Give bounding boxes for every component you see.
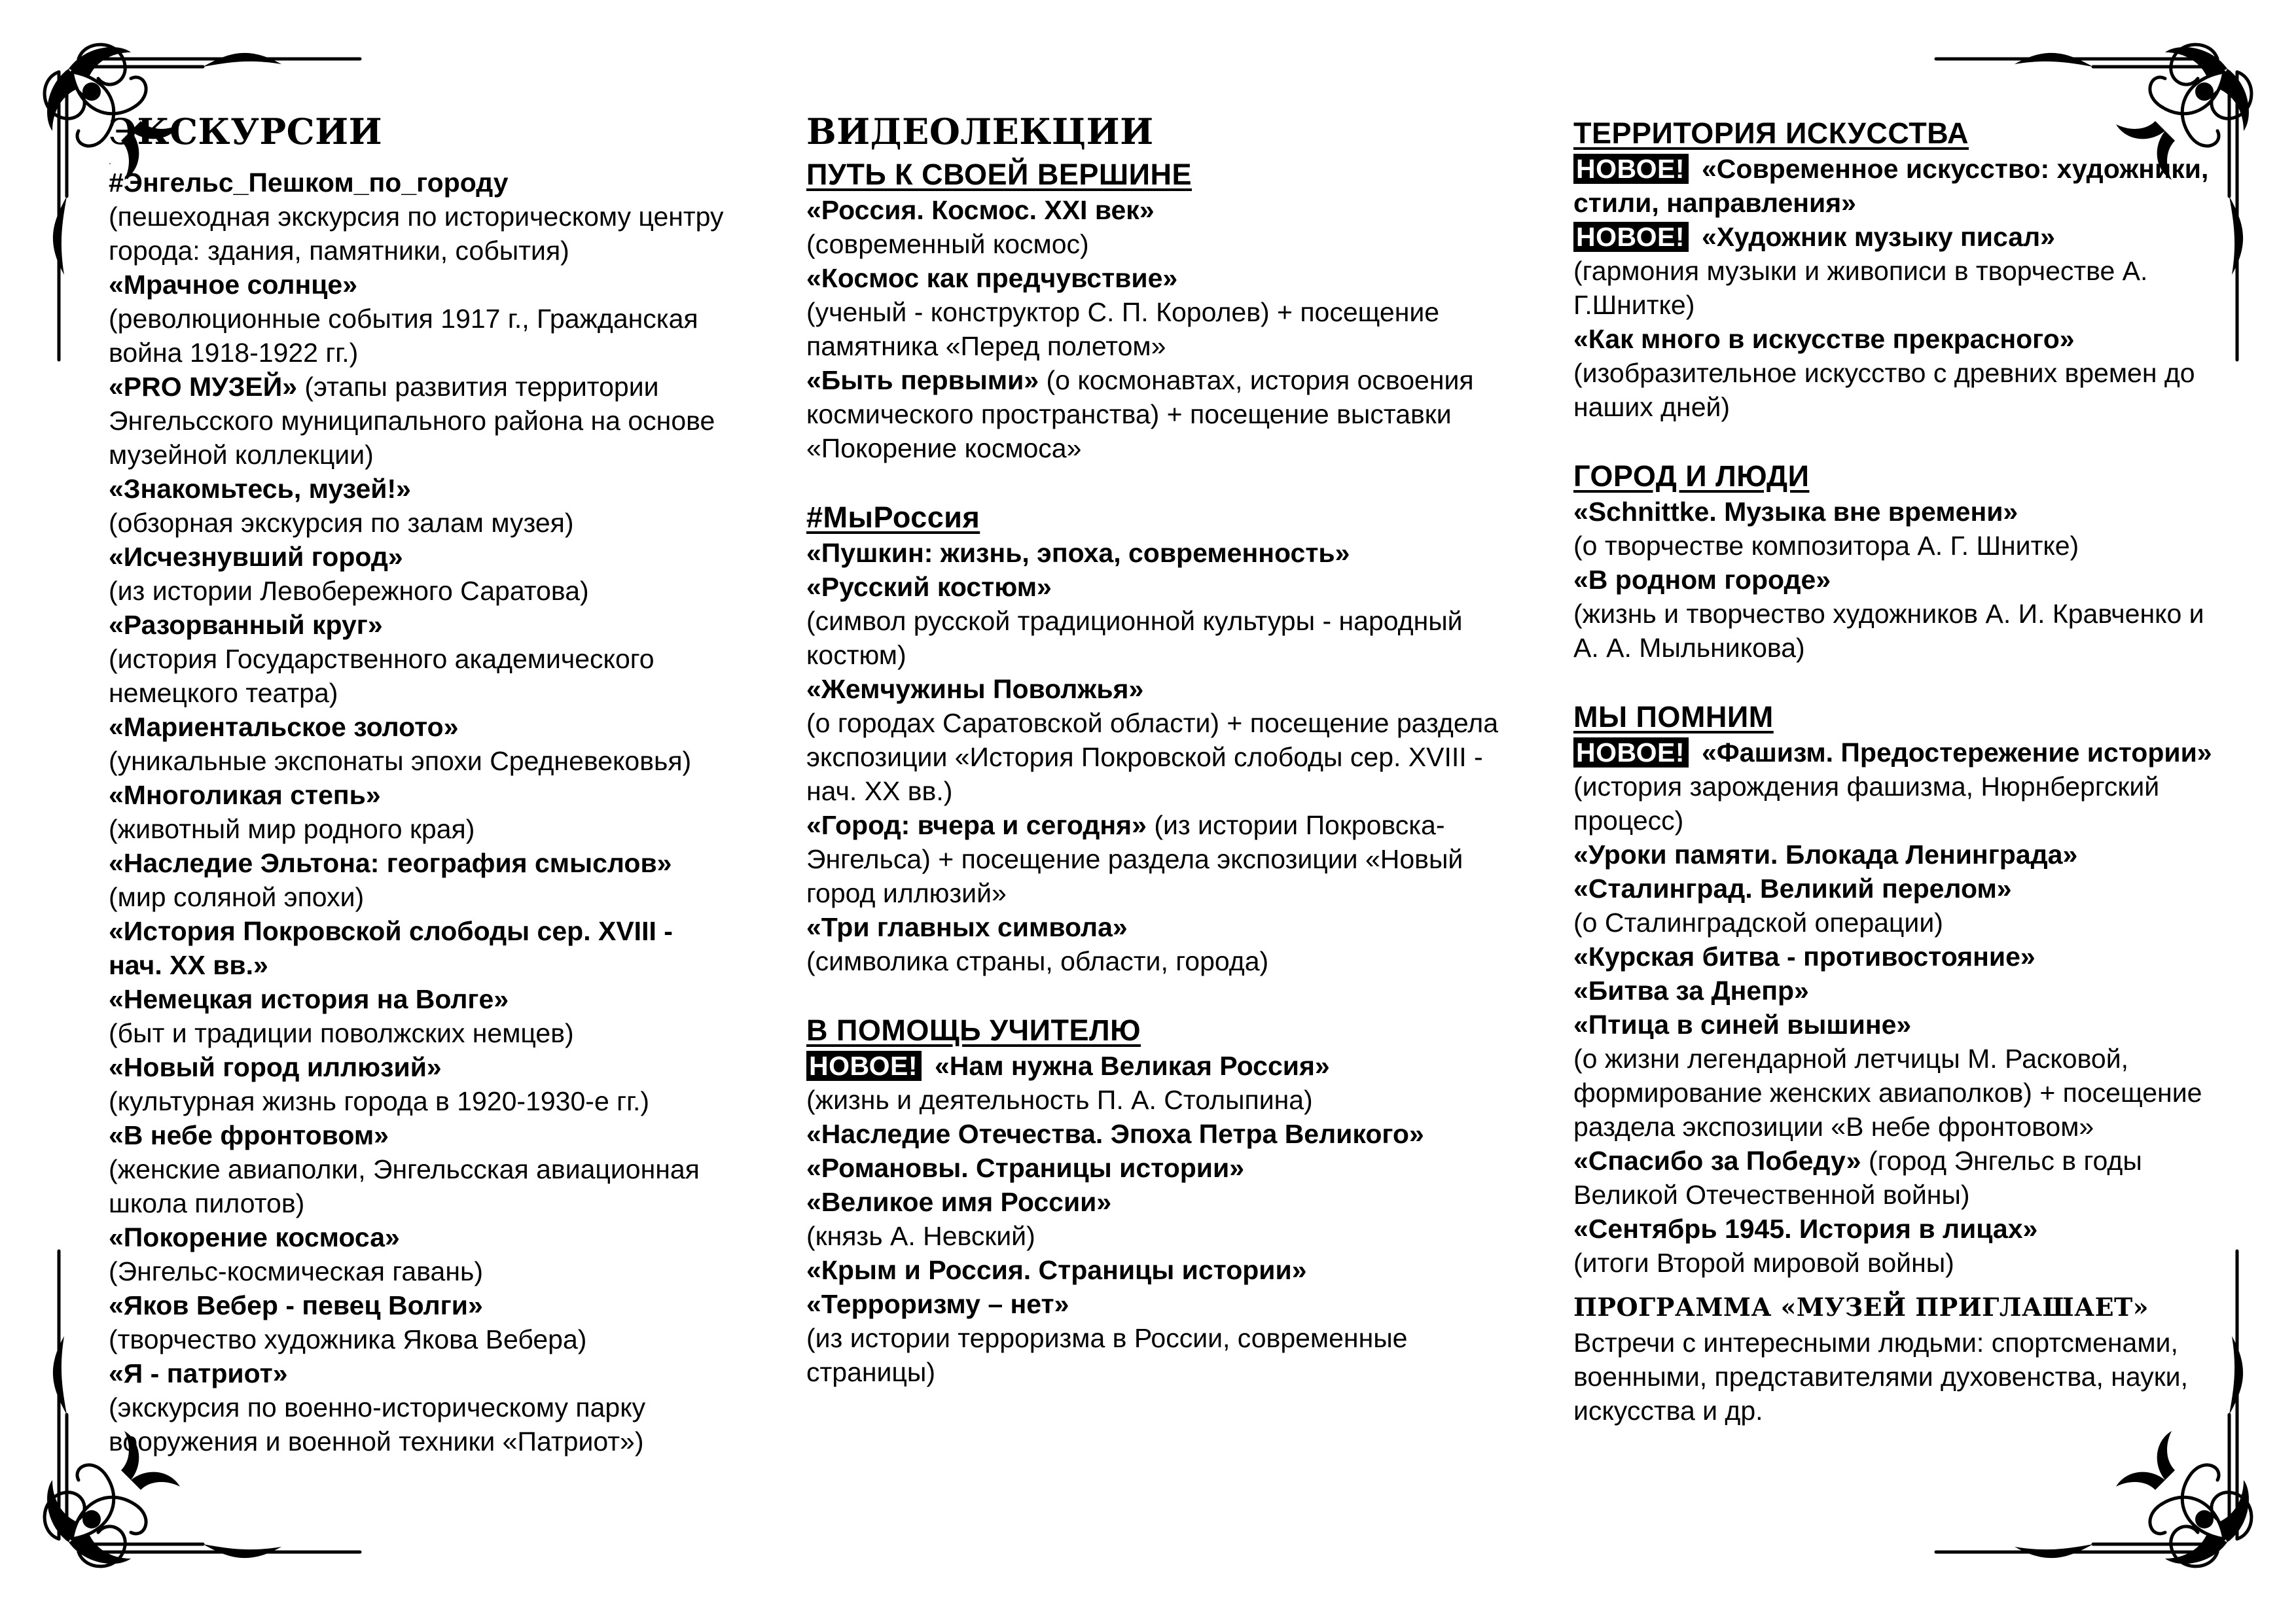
section-subtitle: ПУТЬ К СВОЕЙ ВЕРШИНЕ: [806, 158, 1192, 191]
list-item: [806, 1287, 1526, 1389]
list-item: [1573, 1008, 2228, 1144]
list-item: [806, 672, 1526, 808]
list-item: [806, 261, 1526, 363]
item-title: «Терроризму – нет»: [806, 1289, 1069, 1319]
video-lectures-title: ВИДЕОЛЕКЦИИ: [806, 111, 1154, 152]
item-description: (из истории Левобережного Саратова): [109, 576, 589, 606]
item-description: (изобразительное искусство с древних времен до наших дней): [1573, 358, 2195, 422]
list-item: [806, 536, 1526, 570]
item-title: «Новый город иллюзий»: [109, 1052, 442, 1082]
list-item: [1573, 735, 2228, 838]
section-gap: [1573, 424, 2228, 458]
item-title: «Курская битва - противостояние»: [1573, 942, 2036, 972]
list-item: [109, 710, 724, 778]
item-title: «Немецкая история на Волге»: [109, 984, 509, 1014]
item-title: «Русский костюм»: [806, 572, 1052, 602]
item-title: «Битва за Днепр»: [1573, 976, 1809, 1006]
item-description: (женские авиаполки, Энгельсская авиационная школа пилотов): [109, 1154, 700, 1218]
item-description: (обзорная экскурсия по залам музея): [109, 508, 574, 538]
list-item: [806, 1049, 1526, 1117]
item-description: (Энгельс-космическая гавань): [109, 1256, 484, 1286]
item-title: «История Покровской слободы сер. XVIII - нач. XX вв.»: [109, 916, 673, 980]
video-lectures-column: [806, 108, 1526, 1389]
item-description: (ученый - конструктор С. П. Королев) + посещение памятника «Перед полетом»: [806, 297, 1440, 361]
item-title: «Знакомьтесь, музей!»: [109, 474, 411, 504]
item-title: «Мрачное солнце»: [109, 270, 358, 300]
item-description: (о Сталинградской операции): [1573, 908, 1943, 938]
new-badge: НОВОЕ!: [1573, 737, 1689, 768]
item-description: (быт и традиции поволжских немцев): [109, 1018, 574, 1048]
section-subtitle: МЫ ПОМНИМ: [1573, 700, 1774, 733]
list-item: [806, 193, 1526, 261]
item-title: «Я - патриот»: [109, 1358, 288, 1388]
section-subtitle: #МыРоссия: [806, 501, 980, 534]
item-description: (о городах Саратовской области) + посещение раздела экспозиции «История Покровской слободы сер. XVIII - нач. XX вв.): [806, 708, 1499, 806]
new-badge: НОВОЕ!: [806, 1051, 922, 1081]
item-description: (история зарождения фашизма, Нюрнбергский процесс): [1573, 771, 2160, 836]
list-item: [806, 363, 1526, 465]
list-item: [109, 778, 724, 846]
list-item: [1573, 940, 2228, 974]
list-item: [806, 1151, 1526, 1185]
item-title: «Сталинград. Великий перелом»: [1573, 874, 2012, 904]
item-description: (экскурсия по военно-историческому парку вооружения и военной техники «Патриот»): [109, 1392, 646, 1456]
list-item: [806, 1117, 1526, 1151]
item-title: «Мариентальское золото»: [109, 712, 459, 742]
item-description: (мир соляной эпохи): [109, 882, 365, 912]
section-subtitle: ГОРОД И ЛЮДИ: [1573, 459, 1810, 493]
item-description: (о творчестве композитора А. Г. Шнитке): [1573, 531, 2079, 561]
list-item: [1573, 495, 2228, 563]
item-description: (этапы развития территории Энгельсского муниципального района на основе музейной коллекции): [109, 372, 715, 470]
list-item: [806, 1185, 1526, 1253]
item-description: (итоги Второй мировой войны): [1573, 1248, 1954, 1278]
item-description: (жизнь и творчество художников А. И. Кравченко и А. А. Мыльникова): [1573, 599, 2204, 663]
item-title: «Крым и Россия. Страницы истории»: [806, 1255, 1307, 1285]
item-title: «Россия. Космос. XXI век»: [806, 195, 1155, 225]
item-title: «Яков Вебер - певец Волги»: [109, 1290, 483, 1320]
new-badge: НОВОЕ!: [1573, 222, 1689, 252]
item-description: (пешеходная экскурсия по историческому центру города: здания, памятники, события): [109, 202, 724, 266]
section-subtitle: ТЕРРИТОРИЯ ИСКУССТВА: [1573, 116, 1969, 150]
list-item: [109, 1220, 724, 1288]
item-description: (уникальные экспонаты эпохи Средневековья): [109, 746, 692, 776]
item-title: «Уроки памяти. Блокада Ленинграда»: [1573, 839, 2078, 870]
list-item: [1573, 220, 2228, 322]
item-title: «Разорванный круг»: [109, 610, 383, 640]
list-item: [109, 608, 724, 710]
item-description: (революционные события 1917 г., Гражданская война 1918-1922 гг.): [109, 304, 698, 368]
item-title: «Покорение космоса»: [109, 1222, 400, 1252]
excursions-list: [109, 166, 724, 1458]
item-title: «Как много в искусстве прекрасного»: [1573, 324, 2075, 354]
item-title: «PRO МУЗЕЙ»: [109, 372, 298, 402]
list-item: [806, 570, 1526, 672]
excursions-title: ЭКСКУРСИИ: [109, 111, 383, 152]
topics-column: [1573, 115, 2228, 1428]
item-title: «Schnittke. Музыка вне времени»: [1573, 497, 2018, 527]
excursions-column: [109, 108, 724, 1458]
list-item: [109, 1288, 724, 1356]
item-title: «Исчезнувший город»: [109, 542, 403, 572]
new-badge: НОВОЕ!: [1573, 154, 1689, 184]
item-title: «Великое имя России»: [806, 1187, 1112, 1217]
item-description: (творчество художника Якова Вебера): [109, 1324, 587, 1354]
item-description: (о космонавтах, история освоения космического пространства) + посещение выставки «Покорение космоса»: [806, 365, 1474, 463]
item-title: «В родном городе»: [1573, 565, 1831, 595]
item-description: (символ русской традиционной культуры - народный костюм): [806, 606, 1463, 670]
item-title: «Три главных символа»: [806, 912, 1128, 942]
item-description: (гармония музыки и живописи в творчестве А. Г.Шнитке): [1573, 256, 2148, 320]
list-item: [109, 982, 724, 1050]
list-item: [1573, 1212, 2228, 1280]
item-description: (город Энгельс в годы Великой Отечественной войны): [1573, 1146, 2142, 1210]
item-description: (культурная жизнь города в 1920-1930-е гг.): [109, 1086, 650, 1116]
item-description: (животный мир родного края): [109, 814, 475, 844]
item-title: «Художник музыку писал»: [1701, 222, 2055, 252]
item-title: «Космос как предчувствие»: [806, 263, 1178, 293]
item-description: (из истории Покровска-Энгельса) + посещение раздела экспозиции «Новый город иллюзий»: [806, 810, 1463, 908]
item-title: «Пушкин: жизнь, эпоха, современность»: [806, 538, 1350, 568]
list-item: [109, 540, 724, 608]
item-title: «Жемчужины Поволжья»: [806, 674, 1144, 704]
item-title: «Город: вчера и сегодня»: [806, 810, 1147, 840]
list-item: [806, 910, 1526, 978]
list-item: [1573, 872, 2228, 940]
item-description: (жизнь и деятельность П. А. Столыпина): [806, 1085, 1313, 1115]
list-item: [806, 1253, 1526, 1287]
item-title: «Нам нужна Великая Россия»: [934, 1051, 1330, 1081]
item-title: «Многоликая степь»: [109, 780, 381, 810]
section-gap: [806, 465, 1526, 499]
list-item: [109, 1118, 724, 1220]
item-description: (из истории терроризма в России, современные страницы): [806, 1323, 1408, 1387]
program-title: ПРОГРАММА «МУЗЕЙ ПРИГЛАШАЕТ»: [1573, 1292, 2149, 1322]
item-title: «Спасибо за Победу»: [1573, 1146, 1861, 1176]
item-title: «Птица в синей вышине»: [1573, 1010, 1912, 1040]
item-title: «В небе фронтовом»: [109, 1120, 389, 1150]
topics-sections: [1573, 115, 2228, 1280]
section-subtitle: В ПОМОЩЬ УЧИТЕЛЮ: [806, 1014, 1141, 1047]
item-title: «Фашизм. Предостережение истории»: [1701, 737, 2212, 768]
section-gap: [1573, 665, 2228, 699]
list-item: [109, 166, 724, 268]
list-item: [1573, 563, 2228, 665]
item-title: «Наследие Отечества. Эпоха Петра Великого»: [806, 1119, 1424, 1149]
item-title: «Быть первыми»: [806, 365, 1039, 395]
item-description: (история Государственного академического немецкого театра): [109, 644, 655, 708]
list-item: [1573, 974, 2228, 1008]
item-title: «Сентябрь 1945. История в лицах»: [1573, 1214, 2038, 1244]
list-item: [109, 1050, 724, 1118]
item-description: (современный космос): [806, 229, 1089, 259]
list-item: [1573, 838, 2228, 872]
list-item: [109, 846, 724, 914]
list-item: [109, 472, 724, 540]
list-item: [1573, 322, 2228, 424]
list-item: [1573, 1144, 2228, 1212]
item-title: #Энгельс_Пешком_по_городу: [109, 168, 509, 198]
item-description: (символика страны, области, города): [806, 946, 1269, 976]
item-title: «Наследие Эльтона: география смыслов»: [109, 848, 672, 878]
section-gap: [806, 978, 1526, 1012]
stray-dot: .: [109, 156, 111, 166]
list-item: [109, 268, 724, 370]
item-title: «Современное искусство: художники, стили, направления»: [1573, 154, 2209, 218]
item-description: (о жизни легендарной летчицы М. Расковой, формирование женских авиаполков) + посещение раздела экспозиции «В небе фронтовом»: [1573, 1044, 2202, 1142]
list-item: [109, 370, 724, 472]
item-title: «Романовы. Страницы истории»: [806, 1153, 1244, 1183]
list-item: [109, 1356, 724, 1458]
list-item: [806, 808, 1526, 910]
video-lectures-sections: [806, 156, 1526, 1389]
item-description: (князь А. Невский): [806, 1221, 1035, 1251]
list-item: [1573, 152, 2228, 220]
program-text: Встречи с интересными людьми: спортсменами, военными, представителями духовенства, науки, искусства и др.: [1573, 1328, 2188, 1426]
list-item: [109, 914, 724, 982]
